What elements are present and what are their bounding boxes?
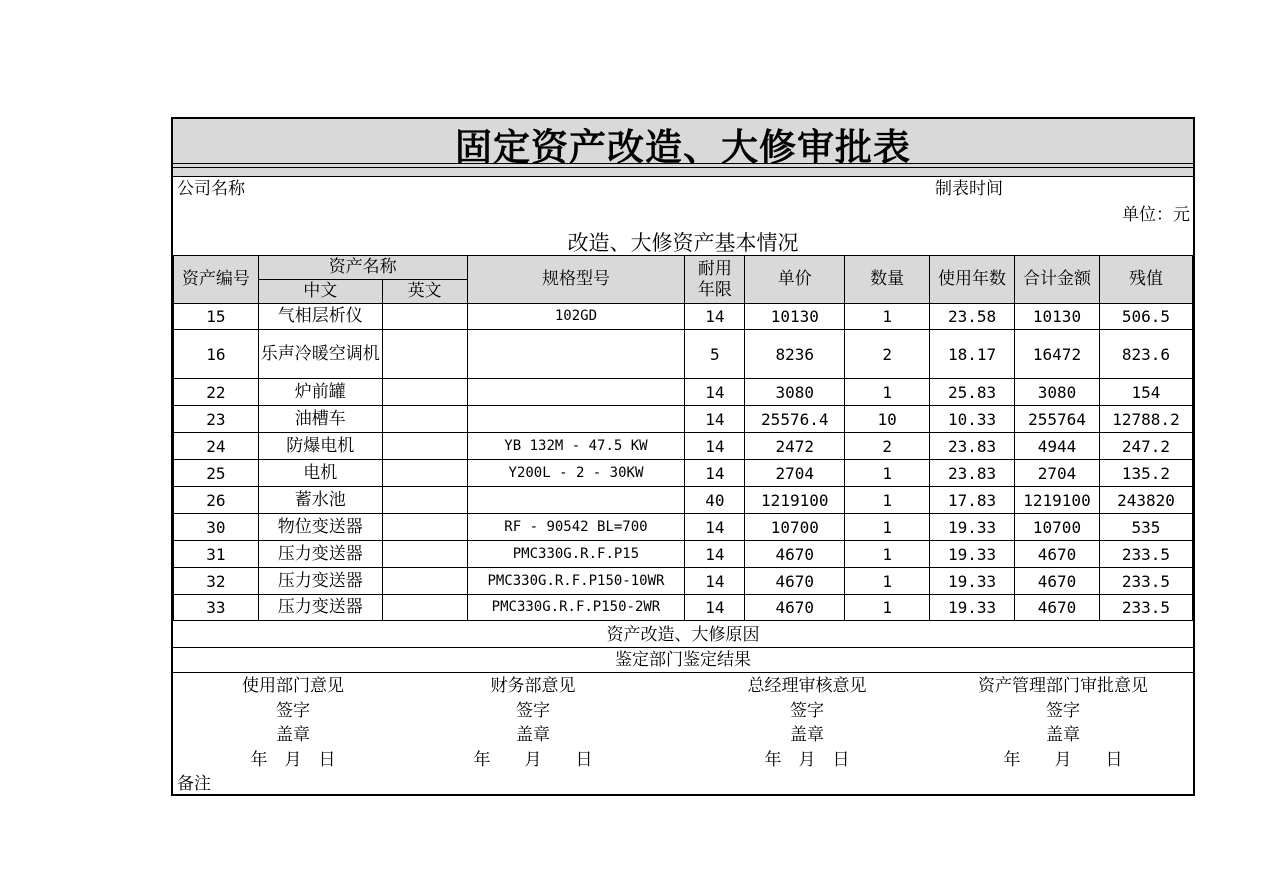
cell-no: 33 [174, 595, 259, 621]
cell-residual: 12788.2 [1099, 406, 1192, 433]
cell-years: 17.83 [930, 487, 1015, 514]
opinion-seal: 盖章 [1046, 725, 1080, 745]
cell-life: 5 [685, 330, 745, 379]
cell-qty: 2 [845, 330, 930, 379]
cell-residual: 154 [1099, 379, 1192, 406]
opinion-sign: 签字 [276, 700, 310, 721]
cell-years: 23.83 [930, 460, 1015, 487]
cell-no: 23 [174, 406, 259, 433]
cell-name-cn: 物位变送器 [258, 514, 382, 541]
cell-name-en [382, 541, 467, 568]
cell-spec: Y200L - 2 - 30KW [467, 460, 685, 487]
cell-residual: 243820 [1099, 487, 1192, 514]
table-row [174, 487, 1193, 514]
cell-no: 16 [174, 330, 259, 379]
table-row [174, 330, 1193, 379]
opinion-general-manager [707, 674, 907, 772]
appraisal-band: 鉴定部门鉴定结果 [173, 648, 1193, 673]
cell-name-cn: 炉前罐 [258, 379, 382, 406]
opinion-sign: 签字 [790, 700, 824, 721]
cell-residual: 247.2 [1099, 433, 1192, 460]
cell-no: 24 [174, 433, 259, 460]
cell-total: 16472 [1015, 330, 1100, 379]
cell-life: 14 [685, 541, 745, 568]
cell-residual: 535 [1099, 514, 1192, 541]
cell-total: 4670 [1015, 595, 1100, 621]
cell-qty: 1 [845, 304, 930, 330]
remark-label: 备注 [177, 774, 211, 794]
cell-no: 25 [174, 460, 259, 487]
cell-spec [467, 487, 685, 514]
cell-name-en [382, 514, 467, 541]
table-row [174, 568, 1193, 595]
cell-life: 14 [685, 460, 745, 487]
cell-spec [467, 330, 685, 379]
section-title: 改造、大修资产基本情况 [567, 231, 799, 255]
cell-total: 3080 [1015, 379, 1100, 406]
cell-years: 25.83 [930, 379, 1015, 406]
cell-residual: 233.5 [1099, 595, 1192, 621]
opinion-title: 资产管理部门审批意见 [978, 676, 1148, 696]
opinion-date: 年 月 日 [250, 749, 336, 770]
cell-total: 10130 [1015, 304, 1100, 330]
opinion-date: 年 月 日 [1003, 749, 1123, 770]
cell-price: 2472 [745, 433, 845, 460]
header-total: 合计金额 [1015, 256, 1100, 304]
cell-price: 4670 [745, 541, 845, 568]
reason-band: 资产改造、大修原因 [173, 623, 1193, 648]
header-life-line2: 年限 [697, 279, 732, 300]
table-row [174, 541, 1193, 568]
header-unit-price: 单价 [745, 256, 845, 304]
opinion-finance-dept [433, 674, 633, 772]
table-row [174, 460, 1193, 487]
cell-spec: PMC330G.R.F.P150-2WR [467, 595, 685, 621]
cell-residual: 233.5 [1099, 541, 1192, 568]
opinion-seal: 盖章 [276, 725, 310, 745]
cell-years: 19.33 [930, 595, 1015, 621]
cell-name-cn: 蓄水池 [258, 487, 382, 514]
cell-no: 31 [174, 541, 259, 568]
cell-name-cn: 压力变送器 [258, 568, 382, 595]
opinion-title: 使用部门意见 [242, 676, 344, 696]
title-rule [173, 163, 1193, 164]
cell-total: 4670 [1015, 541, 1100, 568]
title-rule [173, 167, 1193, 168]
cell-qty: 1 [845, 487, 930, 514]
cell-qty: 1 [845, 379, 930, 406]
opinion-title: 财务部意见 [490, 676, 576, 696]
title-bar [173, 119, 1193, 177]
cell-residual: 233.5 [1099, 568, 1192, 595]
cell-residual: 506.5 [1099, 304, 1192, 330]
header-asset-name: 资产名称 [258, 256, 467, 280]
cell-price: 10700 [745, 514, 845, 541]
cell-years: 23.58 [930, 304, 1015, 330]
table-row [174, 379, 1193, 406]
company-label: 公司名称 [177, 179, 245, 199]
cell-name-en [382, 487, 467, 514]
opinion-use-dept [193, 674, 393, 772]
cell-no: 26 [174, 487, 259, 514]
header-life [685, 256, 745, 304]
cell-life: 14 [685, 433, 745, 460]
cell-name-en [382, 304, 467, 330]
cell-total: 10700 [1015, 514, 1100, 541]
opinion-date: 年 月 日 [473, 749, 593, 770]
cell-price: 25576.4 [745, 406, 845, 433]
cell-name-cn: 电机 [258, 460, 382, 487]
table-row [174, 406, 1193, 433]
opinion-sign: 签字 [1046, 700, 1080, 721]
header-name-en: 英文 [382, 280, 467, 304]
date-label: 制表时间 [935, 179, 1003, 199]
opinion-title: 总经理审核意见 [747, 676, 867, 696]
cell-residual: 135.2 [1099, 460, 1192, 487]
header-years-used: 使用年数 [930, 256, 1015, 304]
cell-name-cn: 乐声冷暖空调机 [258, 330, 382, 379]
table-row [174, 433, 1193, 460]
cell-no: 22 [174, 379, 259, 406]
cell-name-en [382, 330, 467, 379]
cell-qty: 1 [845, 514, 930, 541]
cell-name-en [382, 379, 467, 406]
header-residual: 残值 [1099, 256, 1192, 304]
header-asset-no: 资产编号 [174, 256, 259, 304]
cell-qty: 10 [845, 406, 930, 433]
cell-no: 32 [174, 568, 259, 595]
cell-life: 40 [685, 487, 745, 514]
cell-price: 3080 [745, 379, 845, 406]
cell-price: 2704 [745, 460, 845, 487]
cell-spec [467, 406, 685, 433]
cell-qty: 1 [845, 460, 930, 487]
cell-price: 10130 [745, 304, 845, 330]
cell-spec: PMC330G.R.F.P15 [467, 541, 685, 568]
cell-life: 14 [685, 568, 745, 595]
table-row [174, 595, 1193, 621]
cell-name-en [382, 460, 467, 487]
cell-qty: 1 [845, 568, 930, 595]
cell-price: 8236 [745, 330, 845, 379]
cell-years: 19.33 [930, 514, 1015, 541]
cell-years: 19.33 [930, 541, 1015, 568]
cell-name-cn: 压力变送器 [258, 595, 382, 621]
cell-years: 10.33 [930, 406, 1015, 433]
cell-name-cn: 气相层析仪 [258, 304, 382, 330]
cell-name-cn: 压力变送器 [258, 541, 382, 568]
cell-name-en [382, 595, 467, 621]
cell-years: 19.33 [930, 568, 1015, 595]
cell-years: 23.83 [930, 433, 1015, 460]
cell-spec: YB 132M - 47.5 KW [467, 433, 685, 460]
header-life-line1: 耐用 [697, 258, 732, 279]
cell-total: 1219100 [1015, 487, 1100, 514]
cell-life: 14 [685, 595, 745, 621]
opinion-seal: 盖章 [790, 725, 824, 745]
form-title: 固定资产改造、大修审批表 [455, 125, 911, 169]
cell-qty: 1 [845, 541, 930, 568]
cell-price: 1219100 [745, 487, 845, 514]
approval-form [171, 117, 1195, 796]
cell-spec: RF - 90542 BL=700 [467, 514, 685, 541]
cell-qty: 1 [845, 595, 930, 621]
cell-price: 4670 [745, 595, 845, 621]
cell-no: 30 [174, 514, 259, 541]
cell-life: 14 [685, 514, 745, 541]
asset-table [173, 255, 1193, 621]
header-row [174, 256, 1193, 280]
cell-name-cn: 油槽车 [258, 406, 382, 433]
opinion-date: 年 月 日 [764, 749, 850, 770]
cell-years: 18.17 [930, 330, 1015, 379]
cell-no: 15 [174, 304, 259, 330]
header-quantity: 数量 [845, 256, 930, 304]
opinion-seal: 盖章 [516, 725, 550, 745]
table-row [174, 304, 1193, 330]
cell-qty: 2 [845, 433, 930, 460]
cell-spec: 102GD [467, 304, 685, 330]
cell-life: 14 [685, 406, 745, 433]
header-spec: 规格型号 [467, 256, 685, 304]
table-row [174, 514, 1193, 541]
cell-life: 14 [685, 304, 745, 330]
cell-name-cn: 防爆电机 [258, 433, 382, 460]
cell-spec: PMC330G.R.F.P150-10WR [467, 568, 685, 595]
unit-label: 单位：元 [1122, 205, 1190, 225]
opinion-asset-mgmt-dept [953, 674, 1173, 772]
cell-total: 2704 [1015, 460, 1100, 487]
cell-name-en [382, 568, 467, 595]
cell-spec [467, 379, 685, 406]
cell-name-en [382, 433, 467, 460]
cell-residual: 823.6 [1099, 330, 1192, 379]
cell-total: 255764 [1015, 406, 1100, 433]
cell-price: 4670 [745, 568, 845, 595]
opinion-sign: 签字 [516, 700, 550, 721]
cell-life: 14 [685, 379, 745, 406]
cell-total: 4670 [1015, 568, 1100, 595]
cell-name-en [382, 406, 467, 433]
cell-total: 4944 [1015, 433, 1100, 460]
header-name-cn: 中文 [258, 280, 382, 304]
